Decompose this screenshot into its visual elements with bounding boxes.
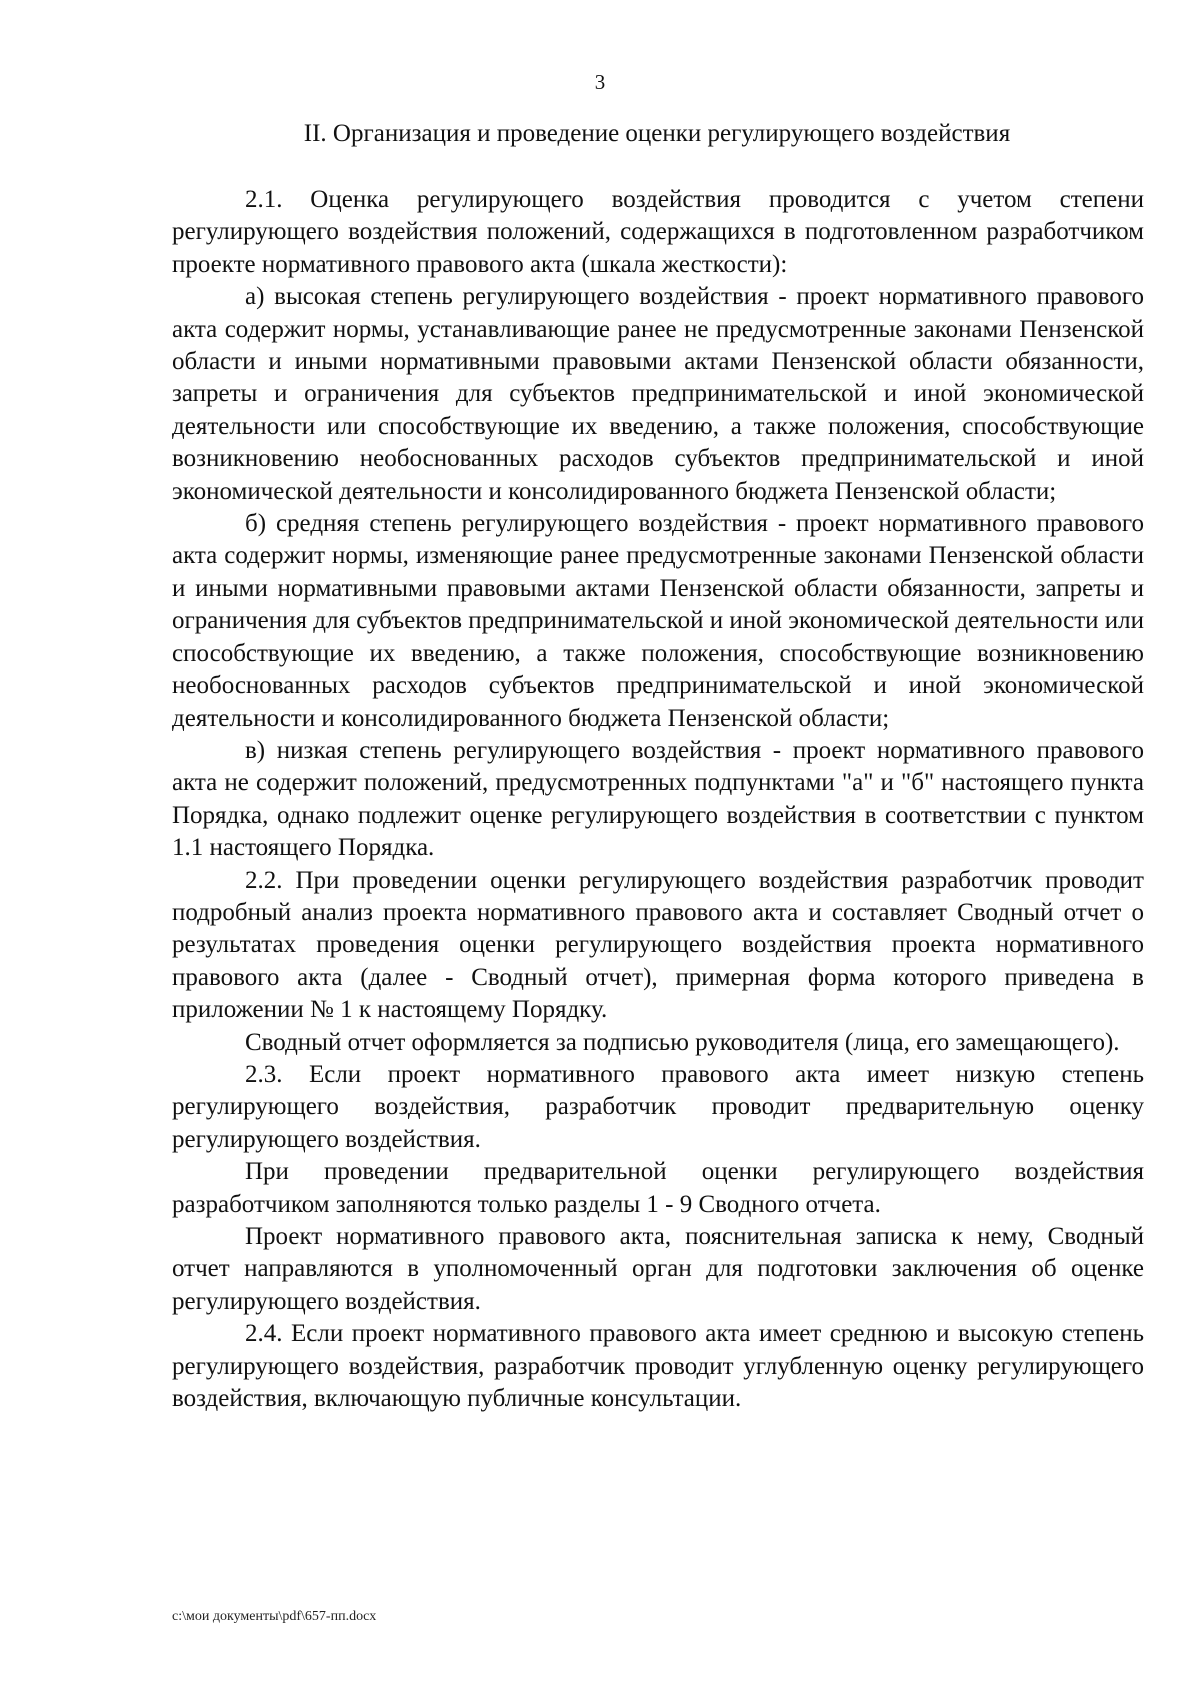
footer-file-path: c:\мои документы\pdf\657-пп.docx xyxy=(172,1609,377,1624)
page-number: 3 xyxy=(594,70,606,94)
paragraph-2-3-submission: Проект нормативного правового акта, пояснительная записка к нему, Сводный отчет направляются в уполномоченный орган для подготовки заключения об оценке регулирующего воздействия. xyxy=(172,1223,1144,1315)
paragraph-2-1-b: б) средняя степень регулирующего воздействия - проект нормативного правового акта содержит нормы, изменяющие ранее предусмотренные законами Пензенской области и иными нормативными правовыми актами Пензенской области обязанности, запреты и ограничения для субъектов предпринимательской и иной экономической деятельности или способствующие их введению, а также положения, способствующие возникновению необоснованных расходов субъектов предпринимательской и иной экономической деятельности и консолидированного бюджета Пензенской области; xyxy=(172,510,1144,732)
paragraph-2-1-a: а) высокая степень регулирующего воздействия - проект нормативного правового акта содержит нормы, устанавливающие ранее не предусмотренные законами Пензенской области и иными нормативными правовыми актами Пензенской области обязанности, запреты и ограничения для субъектов предпринимательской и иной экономической деятельности или способствующие их введению, а также положения, способствующие возникновению необоснованных расходов субъектов предпринимательской и иной экономической деятельности и консолидированного бюджета Пензенской области; xyxy=(172,283,1144,505)
paragraph-2-2: 2.2. При проведении оценки регулирующего воздействия разработчик проводит подробный анализ проекта нормативного правового акта и составляет Сводный отчет о результатах проведения оценки регулирующего воздействия проекта нормативного правового акта (далее - Сводный отчет), примерная форма которого приведена в приложении № 1 к настоящему Порядку. xyxy=(172,866,1144,1024)
paragraph-2-2-signature: Сводный отчет оформляется за подписью руководителя (лица, его замещающего). xyxy=(245,1028,1120,1056)
paragraph-2-4: 2.4. Если проект нормативного правового акта имеет среднюю и высокую степень регулирующего воздействия, разработчик проводит углубленную оценку регулирующего воздействия, включающую публичные консультации. xyxy=(172,1320,1144,1413)
document-body xyxy=(172,184,1144,1415)
paragraph-2-1-v: в) низкая степень регулирующего воздействия - проект нормативного правового акта не содержит положений, предусмотренных подпунктами "а" и "б" настоящего пункта Порядка, однако подлежит оценке регулирующего воздействия в соответствии с пунктом 1.1 настоящего Порядка. xyxy=(172,736,1144,862)
paragraph-2-3-sections: При проведении предварительной оценки регулирующего воздействия разработчиком заполняются только разделы 1 - 9 Сводного отчета. xyxy=(172,1158,1144,1218)
paragraph-2-3: 2.3. Если проект нормативного правового акта имеет низкую степень регулирующего воздействия, разработчик проводит предварительную оценку регулирующего воздействия. xyxy=(172,1060,1144,1153)
section-title: II. Организация и проведение оценки регулирующего воздействия xyxy=(303,120,1011,147)
paragraph-2-1: 2.1. Оценка регулирующего воздействия проводится с учетом степени регулирующего воздействия положений, содержащихся в подготовленном разработчиком проекте нормативного правового акта (шкала жесткости): xyxy=(172,186,1144,278)
